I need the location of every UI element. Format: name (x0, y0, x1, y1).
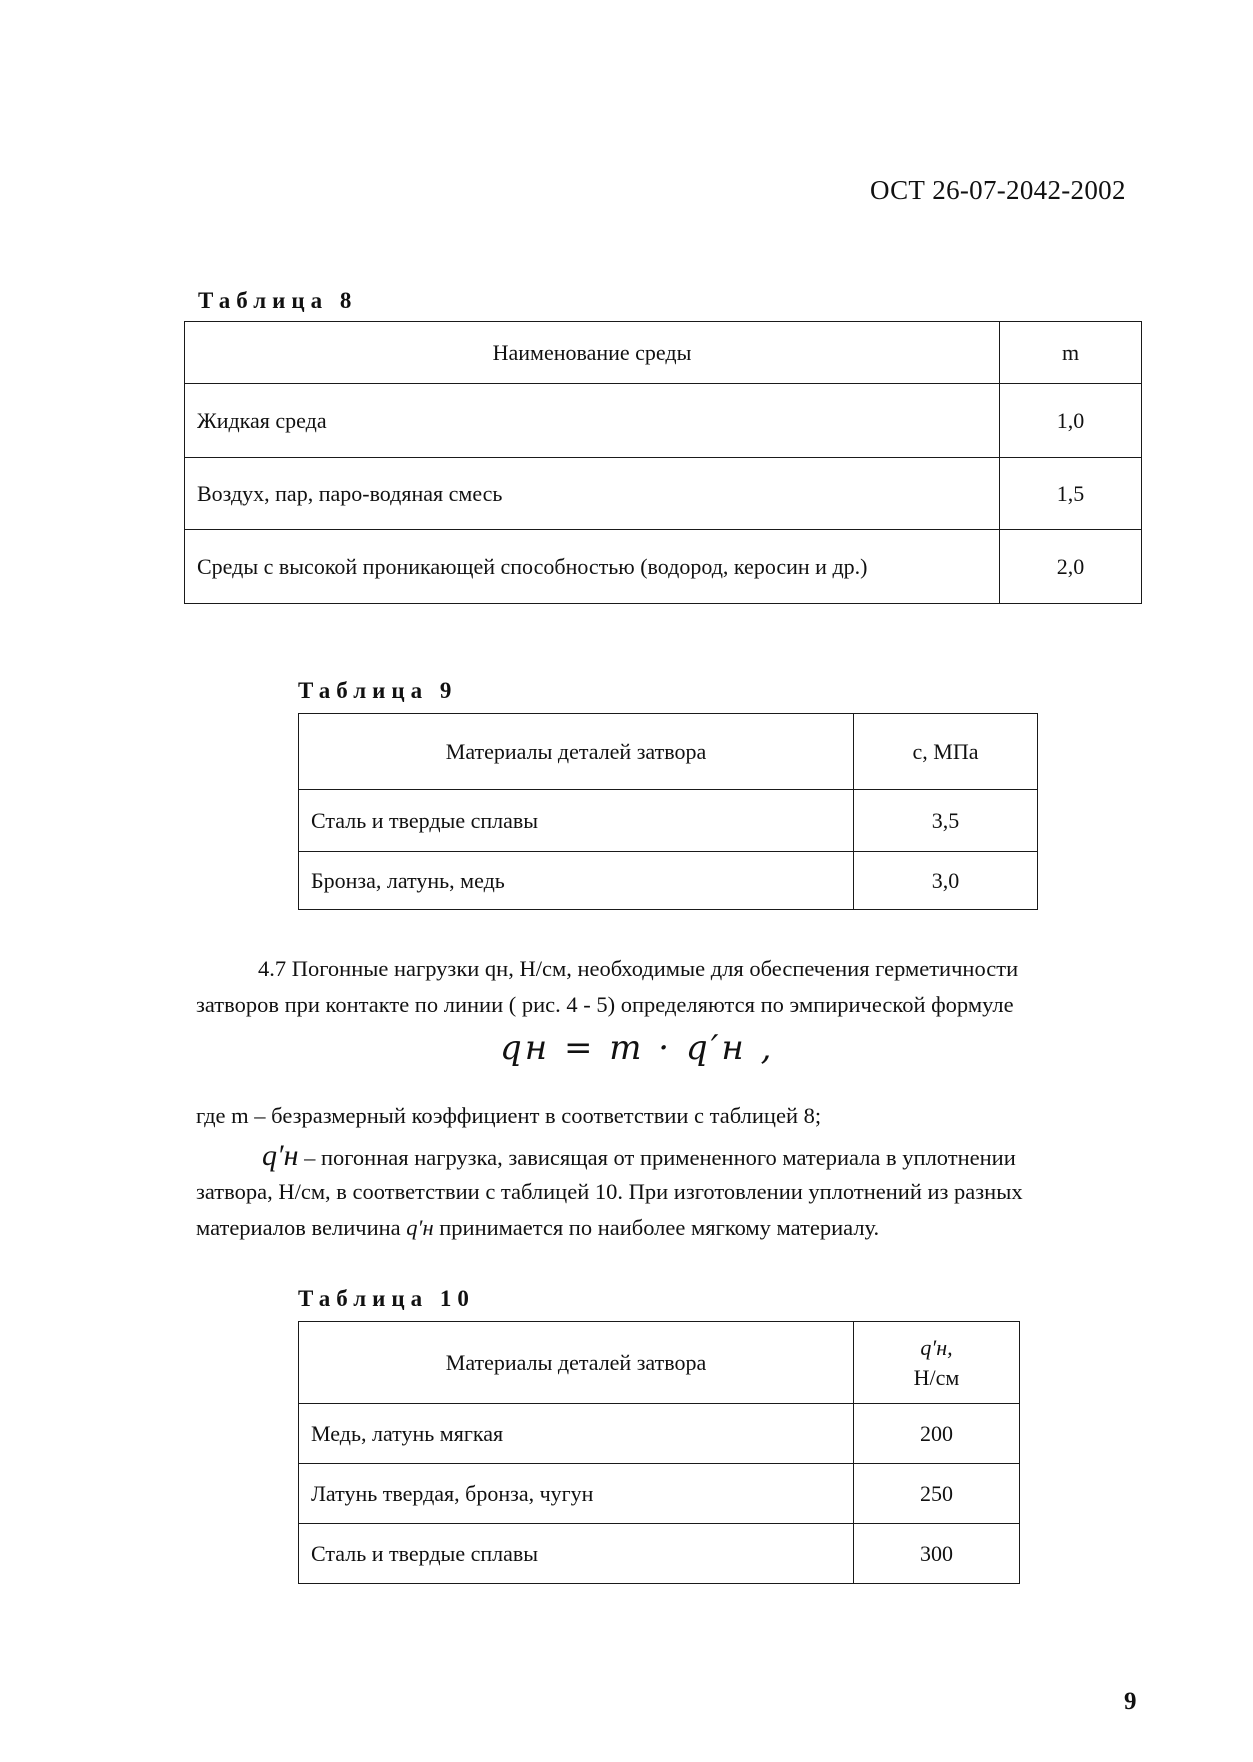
table-cell: 200 (854, 1404, 1020, 1464)
table-cell: Латунь твердая, бронза, чугун (299, 1464, 854, 1524)
where-m-line: где m – безразмерный коэффициент в соответствии с таблицей 8; (196, 1103, 822, 1128)
table-8 (184, 321, 1142, 604)
qn-header-symbol: q′н, (920, 1334, 953, 1360)
page-number: 9 (1124, 1688, 1137, 1715)
table-cell: Сталь и твердые сплавы (299, 790, 854, 852)
table-9-caption: Таблица 9 (298, 678, 458, 703)
table-cell: 3,0 (854, 852, 1038, 910)
table-row (299, 790, 1038, 852)
qn-definition-line-1 (262, 1138, 1152, 1176)
table-row (185, 530, 1142, 604)
section-4-7-line-1: 4.7 Погонные нагрузки qн, Н/см, необходимые для обеспечения герметичности (258, 956, 1019, 981)
table-10-caption: Таблица 10 (298, 1286, 475, 1311)
table-cell: 1,5 (1000, 458, 1142, 530)
table-cell: 300 (854, 1524, 1020, 1584)
qn-header-unit: Н/см (913, 1364, 960, 1390)
table-header-cell: Наименование среды (185, 322, 1000, 384)
table-row (299, 1404, 1020, 1464)
table-cell: Жидкая среда (185, 384, 1000, 458)
table-row (299, 1524, 1020, 1584)
table-cell: Бронза, латунь, медь (299, 852, 854, 910)
qn-definition-line-2: затвора, Н/см, в соответствии с таблицей 10. При изготовлении уплотнений из разных (196, 1179, 1023, 1204)
table-row (185, 384, 1142, 458)
table-header-cell: с, МПа (854, 714, 1038, 790)
qn-line-3-end: принимается по наиболее мягкому материалу. (433, 1215, 880, 1240)
qn-line-3-start: материалов величина (196, 1215, 407, 1240)
table-8-caption: Таблица 8 (198, 288, 358, 313)
formula: qн = m · q′н , (500, 1028, 775, 1068)
qn-inline-symbol: q′н (406, 1215, 434, 1240)
table-cell: Медь, латунь мягкая (299, 1404, 854, 1464)
table-cell: Воздух, пар, паро-водяная смесь (185, 458, 1000, 530)
table-row (299, 852, 1038, 910)
table-cell: 250 (854, 1464, 1020, 1524)
table-row (185, 458, 1142, 530)
section-4-7-line-2: затворов при контакте по линии ( рис. 4 - 5) определяются по эмпирической формуле (196, 992, 1014, 1017)
table-10 (298, 1321, 1020, 1584)
table-header-row (299, 1322, 1020, 1404)
table-cell: 2,0 (1000, 530, 1142, 604)
table-header-cell: m (1000, 322, 1142, 384)
table-9 (298, 713, 1038, 910)
table-header-cell (854, 1322, 1020, 1404)
table-header-cell: Материалы деталей затвора (299, 1322, 854, 1404)
table-row (299, 1464, 1020, 1524)
table-cell: Среды с высокой проникающей способностью (водород, керосин и др.) (185, 530, 1000, 604)
table-cell: Сталь и твердые сплавы (299, 1524, 854, 1584)
table-header-row (185, 322, 1142, 384)
table-header-row (299, 714, 1038, 790)
qn-definition-text: – погонная нагрузка, зависящая от примененного материала в уплотнении (298, 1145, 1016, 1170)
qn-symbol: q′н (262, 1139, 299, 1172)
qn-definition-line-3 (196, 1210, 1146, 1246)
table-cell: 1,0 (1000, 384, 1142, 458)
table-cell: 3,5 (854, 790, 1038, 852)
document-code: ОСТ 26-07-2042-2002 (870, 175, 1126, 205)
table-header-cell: Материалы деталей затвора (299, 714, 854, 790)
